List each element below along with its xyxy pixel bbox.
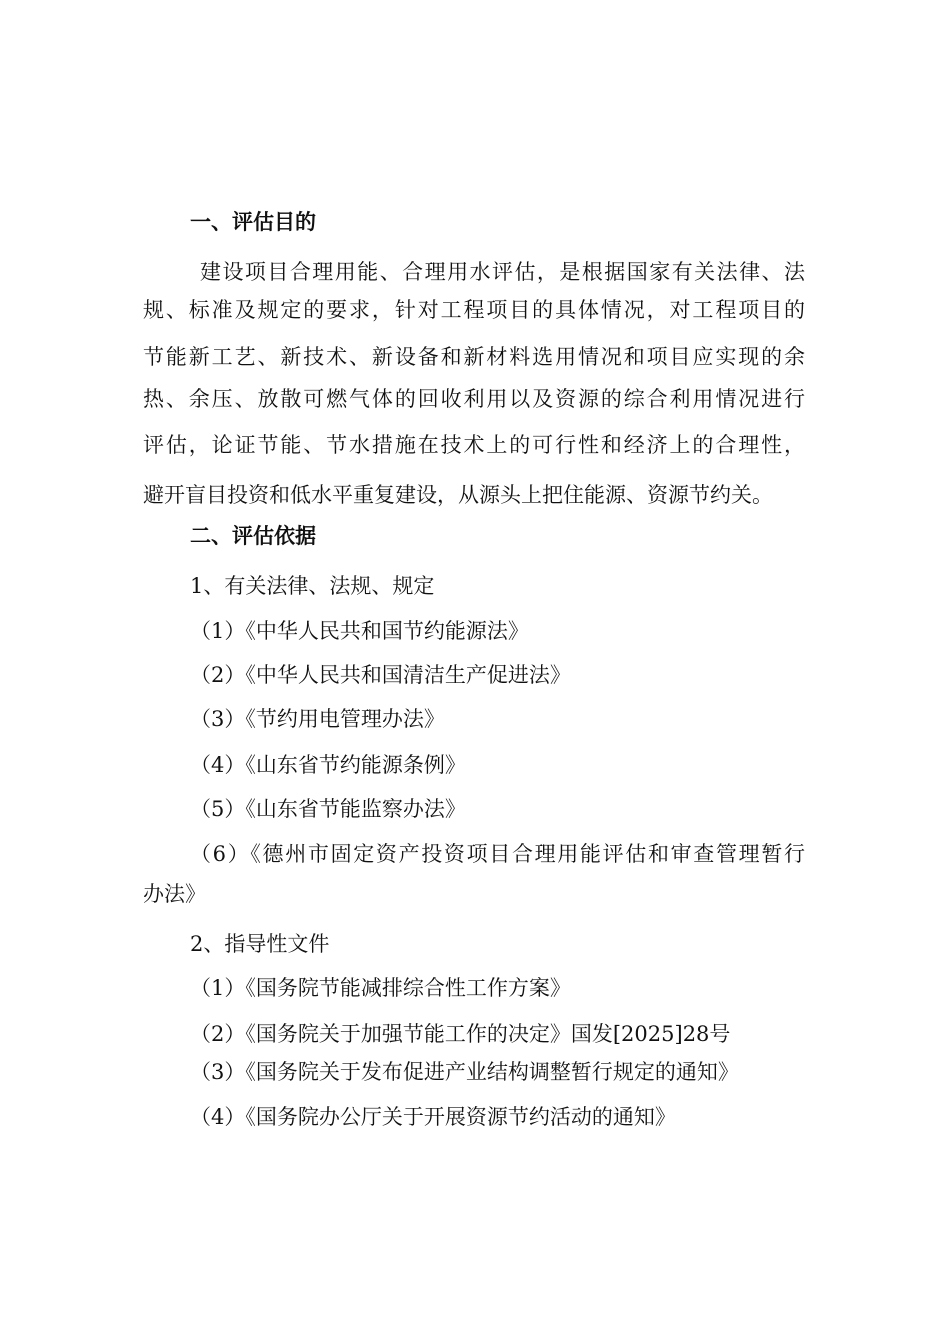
list-item: （1）《国务院节能减排综合性工作方案》 (190, 976, 571, 1000)
list-item: （2）《中华人民共和国清洁生产促进法》 (190, 663, 571, 687)
paragraph-line: 规、标准及规定的要求，针对工程项目的具体情况，对工程项目的 (143, 298, 805, 322)
paragraph-line: 节能新工艺、新技术、新设备和新材料选用情况和项目应实现的余 (143, 345, 805, 369)
list-item: （6）《德州市固定资产投资项目合理用能评估和审查管理暂行 (190, 842, 805, 866)
list-item: （2）《国务院关于加强节能工作的决定》国发[2025]28号 (190, 1022, 731, 1046)
subsection-title-laws: 1、有关法律、法规、规定 (190, 574, 435, 598)
list-item: （4）《国务院办公厅关于开展资源节约活动的通知》 (190, 1105, 676, 1129)
paragraph-line: 建设项目合理用能、合理用水评估，是根据国家有关法律、法 (200, 260, 805, 284)
list-item: （5）《山东省节能监察办法》 (190, 797, 466, 821)
list-item: （1）《中华人民共和国节约能源法》 (190, 619, 529, 643)
subsection-title-guidance: 2、指导性文件 (190, 932, 330, 956)
paragraph-line: 热、余压、放散可燃气体的回收利用以及资源的综合利用情况进行 (143, 387, 805, 411)
list-item: （4）《山东省节约能源条例》 (190, 753, 466, 777)
list-item: （3）《国务院关于发布促进产业结构调整暂行规定的通知》 (190, 1060, 739, 1084)
paragraph-line: 评估，论证节能、节水措施在技术上的可行性和经济上的合理性， (143, 433, 805, 457)
paragraph-line: 避开盲目投资和低水平重复建设，从源头上把住能源、资源节约关。 (143, 483, 773, 507)
list-item-continuation: 办法》 (143, 882, 206, 906)
section-heading-basis: 二、评估依据 (190, 523, 316, 548)
section-heading-purpose: 一、评估目的 (190, 209, 316, 234)
list-item: （3）《节约用电管理办法》 (190, 707, 445, 731)
